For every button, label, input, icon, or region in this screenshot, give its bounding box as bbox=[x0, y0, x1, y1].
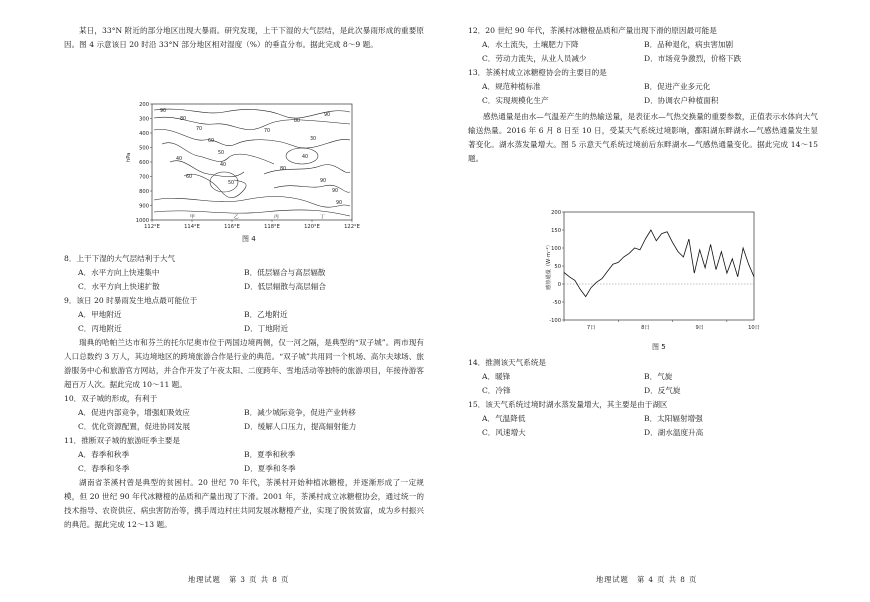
y-tick-label: 150 bbox=[551, 227, 561, 234]
x-ticks bbox=[144, 220, 360, 230]
point-jia: 甲 bbox=[190, 215, 195, 220]
isoline-label: 30 bbox=[310, 137, 317, 142]
q10-option-a: A．促进内部竞争，增强虹吸效应 bbox=[78, 408, 190, 417]
y-axis-label: hPa bbox=[126, 152, 132, 162]
isoline-label: 80 bbox=[294, 119, 301, 124]
figure-4 bbox=[124, 96, 379, 246]
sensible-heat-flux-chart bbox=[528, 206, 768, 341]
q12-stem: 12．20 世纪 90 年代，茶溪村冰糖橙品质和产量出现下滑的原因最可能是 bbox=[468, 26, 717, 35]
isoline-label: 40 bbox=[302, 155, 309, 160]
intro-paragraph: 某日，33°N 附近的部分地区出现大暴雨。研究发现，上干下湿的大气层结，是此次暴雨形成的重要原因。图 4 示意该日 20 时沿 33°N 部分地区相对湿度（%）的垂直分布。据此完成 8～9 题。 bbox=[64, 26, 424, 49]
x-tick-label: 9日 bbox=[695, 325, 704, 331]
q8-option-c: C．水平方向上快速扩散 bbox=[78, 282, 160, 291]
q13-stem: 13．茶溪村成立冰糖橙协会的主要目的是 bbox=[468, 68, 607, 77]
q11-option-a: A．春季和秋季 bbox=[78, 450, 130, 459]
passage-12-13: 湖南省茶溪村曾是典型的贫困村。20 世纪 70 年代，茶溪村开始种植冰糖橙，并逐渐形成了一定规模，但 20 世纪 90 年代冰糖橙的品质和产量出现了下滑。2001 年，茶溪村成立冰糖橙协会，通过统一的技术指导、农资供应、病虫害防治等，携手周边村庄共同发展冰糖橙产业，实现了脱贫致富，成为乡村振兴的典范。据此完成 12～13 题。 bbox=[64, 478, 424, 529]
isoline-label: 60 bbox=[186, 175, 193, 180]
q8-option-b: B．低层辐合与高层辐散 bbox=[244, 268, 326, 277]
y-tick-label: 600 bbox=[139, 159, 149, 166]
q11-stem: 11．推断双子城的旅游旺季主要是 bbox=[64, 436, 180, 445]
passage-14-15: 感热通量是由水—气温差产生的热输送量，是表征水—气热交换量的重要参数，正值表示水体向大气输送热量。2016 年 6 月 8 日至 10 日，受某天气系统过境影响，鄱阳湖东畔湖水—气感热通量发生显著变化。湖水蒸发量增大。图 5 示意天气系统过境前后东畔湖水—气感热通量变化。据此完成 14～15 题。 bbox=[468, 112, 818, 163]
q14-stem: 14．推测该天气系统是 bbox=[468, 358, 547, 367]
y-tick-label: 700 bbox=[139, 174, 149, 181]
q15-stem: 15．该天气系统过境时湖水蒸发量增大，其主要是由于湖区 bbox=[468, 400, 668, 409]
x-tick-label: 122°E bbox=[344, 224, 360, 230]
right-page bbox=[468, 0, 818, 602]
x-tick-label: 114°E bbox=[184, 224, 200, 230]
y-tick-label: 800 bbox=[139, 188, 149, 195]
q12-option-d: D．市场竞争激烈，价格下跌 bbox=[644, 54, 742, 63]
y-tick-label: 300 bbox=[139, 116, 149, 123]
point-bing: 丙 bbox=[274, 215, 279, 220]
isoline-label: 90 bbox=[160, 109, 167, 114]
q8-option-a: A．水平方向上快速集中 bbox=[78, 268, 160, 277]
y-tick-label: 100 bbox=[551, 245, 561, 252]
q14-option-a: A．暖锋 bbox=[482, 372, 511, 381]
isoline-label: 90 bbox=[332, 189, 339, 194]
x-ticks bbox=[564, 320, 760, 331]
q13-option-a: A．规范种植标准 bbox=[482, 82, 541, 91]
plot-frame bbox=[564, 212, 754, 320]
x-tick-label: 8日 bbox=[641, 325, 650, 331]
isoline-label: 80 bbox=[280, 167, 287, 172]
figure-5 bbox=[528, 206, 768, 356]
isoline-label: 70 bbox=[264, 129, 271, 134]
x-tick-label: 7日 bbox=[586, 325, 596, 331]
q13-option-d: D．协调农户种植面积 bbox=[644, 96, 719, 105]
y-tick-label: 50 bbox=[554, 263, 561, 270]
y-tick-label: 900 bbox=[139, 203, 149, 210]
isoline-label: 90 bbox=[336, 201, 343, 206]
q12-option-c: C．劳动力流失，从业人员减少 bbox=[482, 54, 587, 63]
isoline-label: 40 bbox=[176, 157, 183, 162]
q14-option-d: D．反气旋 bbox=[644, 386, 681, 395]
isoline-label: 50 bbox=[228, 181, 235, 186]
q12-option-b: B．品种退化，病虫害加剧 bbox=[644, 40, 734, 49]
q10-option-d: D．缓解人口压力，提高辐射能力 bbox=[244, 422, 357, 431]
q11-option-d: D．夏季和冬季 bbox=[244, 464, 296, 473]
x-tick-label: 118°E bbox=[264, 224, 280, 230]
x-tick-label: 10日 bbox=[748, 325, 760, 331]
y-tick-label: 200 bbox=[139, 101, 149, 108]
isoline-label: 90 bbox=[320, 179, 327, 184]
q13-option-b: B．促进产业多元化 bbox=[644, 82, 711, 91]
x-tick-label: 120°E bbox=[304, 224, 320, 230]
isoline-label: 60 bbox=[208, 139, 215, 144]
y-tick-label: 1000 bbox=[135, 217, 149, 224]
q9-option-d: D．丁地附近 bbox=[244, 324, 289, 333]
q9-option-c: C．丙地附近 bbox=[78, 324, 122, 333]
y-tick-label: 0 bbox=[557, 281, 561, 288]
q15-option-a: A．气温降低 bbox=[482, 414, 526, 423]
y-tick-label: 200 bbox=[551, 209, 561, 216]
y-axis-label: 感热通量（W·m⁻²） bbox=[546, 242, 552, 290]
q15-option-d: D．湖水温度升高 bbox=[644, 428, 704, 437]
passage-10-11: 瑞典的哈帕兰达市和芬兰的托尔尼奥市位于两国边境两侧，仅一河之隔，是典型的“双子城”。两市现有人口总数约 3 万人，其边境地区的跨境旅游合作是行业的典范。“双子城”共用同一个机场、高尔夫球场、旅游服务中心和旅游官方网站，并合作开发了午夜太阳、二度跨年、雪地活动等独特的旅游项目，年接待游客超百万人次。据此完成 10～11 题。 bbox=[64, 338, 424, 389]
figure-4-caption: 图 4 bbox=[242, 235, 256, 243]
q11-option-b: B．夏季和秋季 bbox=[244, 450, 296, 459]
q15-option-b: B．太阳辐射增强 bbox=[644, 414, 703, 423]
q10-option-c: C．优化资源配置，促进协同发展 bbox=[78, 422, 191, 431]
q8-option-d: D．低层辐散与高层辐合 bbox=[244, 282, 327, 291]
q10-option-b: B．减少城际竞争，促进产业转移 bbox=[244, 408, 356, 417]
x-tick-label: 116°E bbox=[224, 224, 240, 230]
isoline-label: 70 bbox=[196, 127, 203, 132]
left-page-footer: 地理试题 第 3 页 共 8 页 bbox=[188, 575, 290, 584]
q14-option-c: C．冷锋 bbox=[482, 386, 511, 395]
q8-stem: 8．上干下湿的大气层结利于大气 bbox=[64, 254, 176, 263]
q14-option-b: B．气旋 bbox=[644, 372, 673, 381]
y-tick-label: 400 bbox=[139, 130, 149, 137]
q11-option-c: C．春季和冬季 bbox=[78, 464, 130, 473]
y-ticks bbox=[136, 102, 152, 224]
y-tick-label: 500 bbox=[139, 145, 149, 152]
q13-option-c: C．实现规模化生产 bbox=[482, 96, 549, 105]
y-tick-label: -50 bbox=[552, 299, 561, 306]
isoline-label: 50 bbox=[218, 151, 225, 156]
q15-option-c: C．风速增大 bbox=[482, 428, 526, 437]
right-page-footer: 地理试题 第 4 页 共 8 页 bbox=[596, 575, 698, 584]
left-page bbox=[64, 0, 424, 602]
isoline-label: 80 bbox=[180, 117, 187, 122]
point-yi: 乙 bbox=[234, 215, 239, 220]
q9-stem: 9．该日 20 时暴雨发生地点最可能位于 bbox=[64, 296, 198, 305]
point-ding: 丁 bbox=[320, 215, 325, 220]
q9-option-b: B．乙地附近 bbox=[244, 310, 288, 319]
y-tick-label: -100 bbox=[549, 317, 561, 324]
q9-option-a: A．甲地附近 bbox=[78, 310, 122, 319]
isoline-label: 40 bbox=[220, 163, 227, 168]
isoline-label: 90 bbox=[324, 113, 331, 118]
x-tick-label: 112°E bbox=[144, 224, 160, 230]
humidity-contour-chart bbox=[124, 96, 379, 236]
q10-stem: 10．双子城的形成，有利于 bbox=[64, 394, 158, 403]
q12-option-a: A．水土流失，土壤肥力下降 bbox=[482, 40, 579, 49]
figure-5-caption: 图 5 bbox=[652, 343, 666, 351]
